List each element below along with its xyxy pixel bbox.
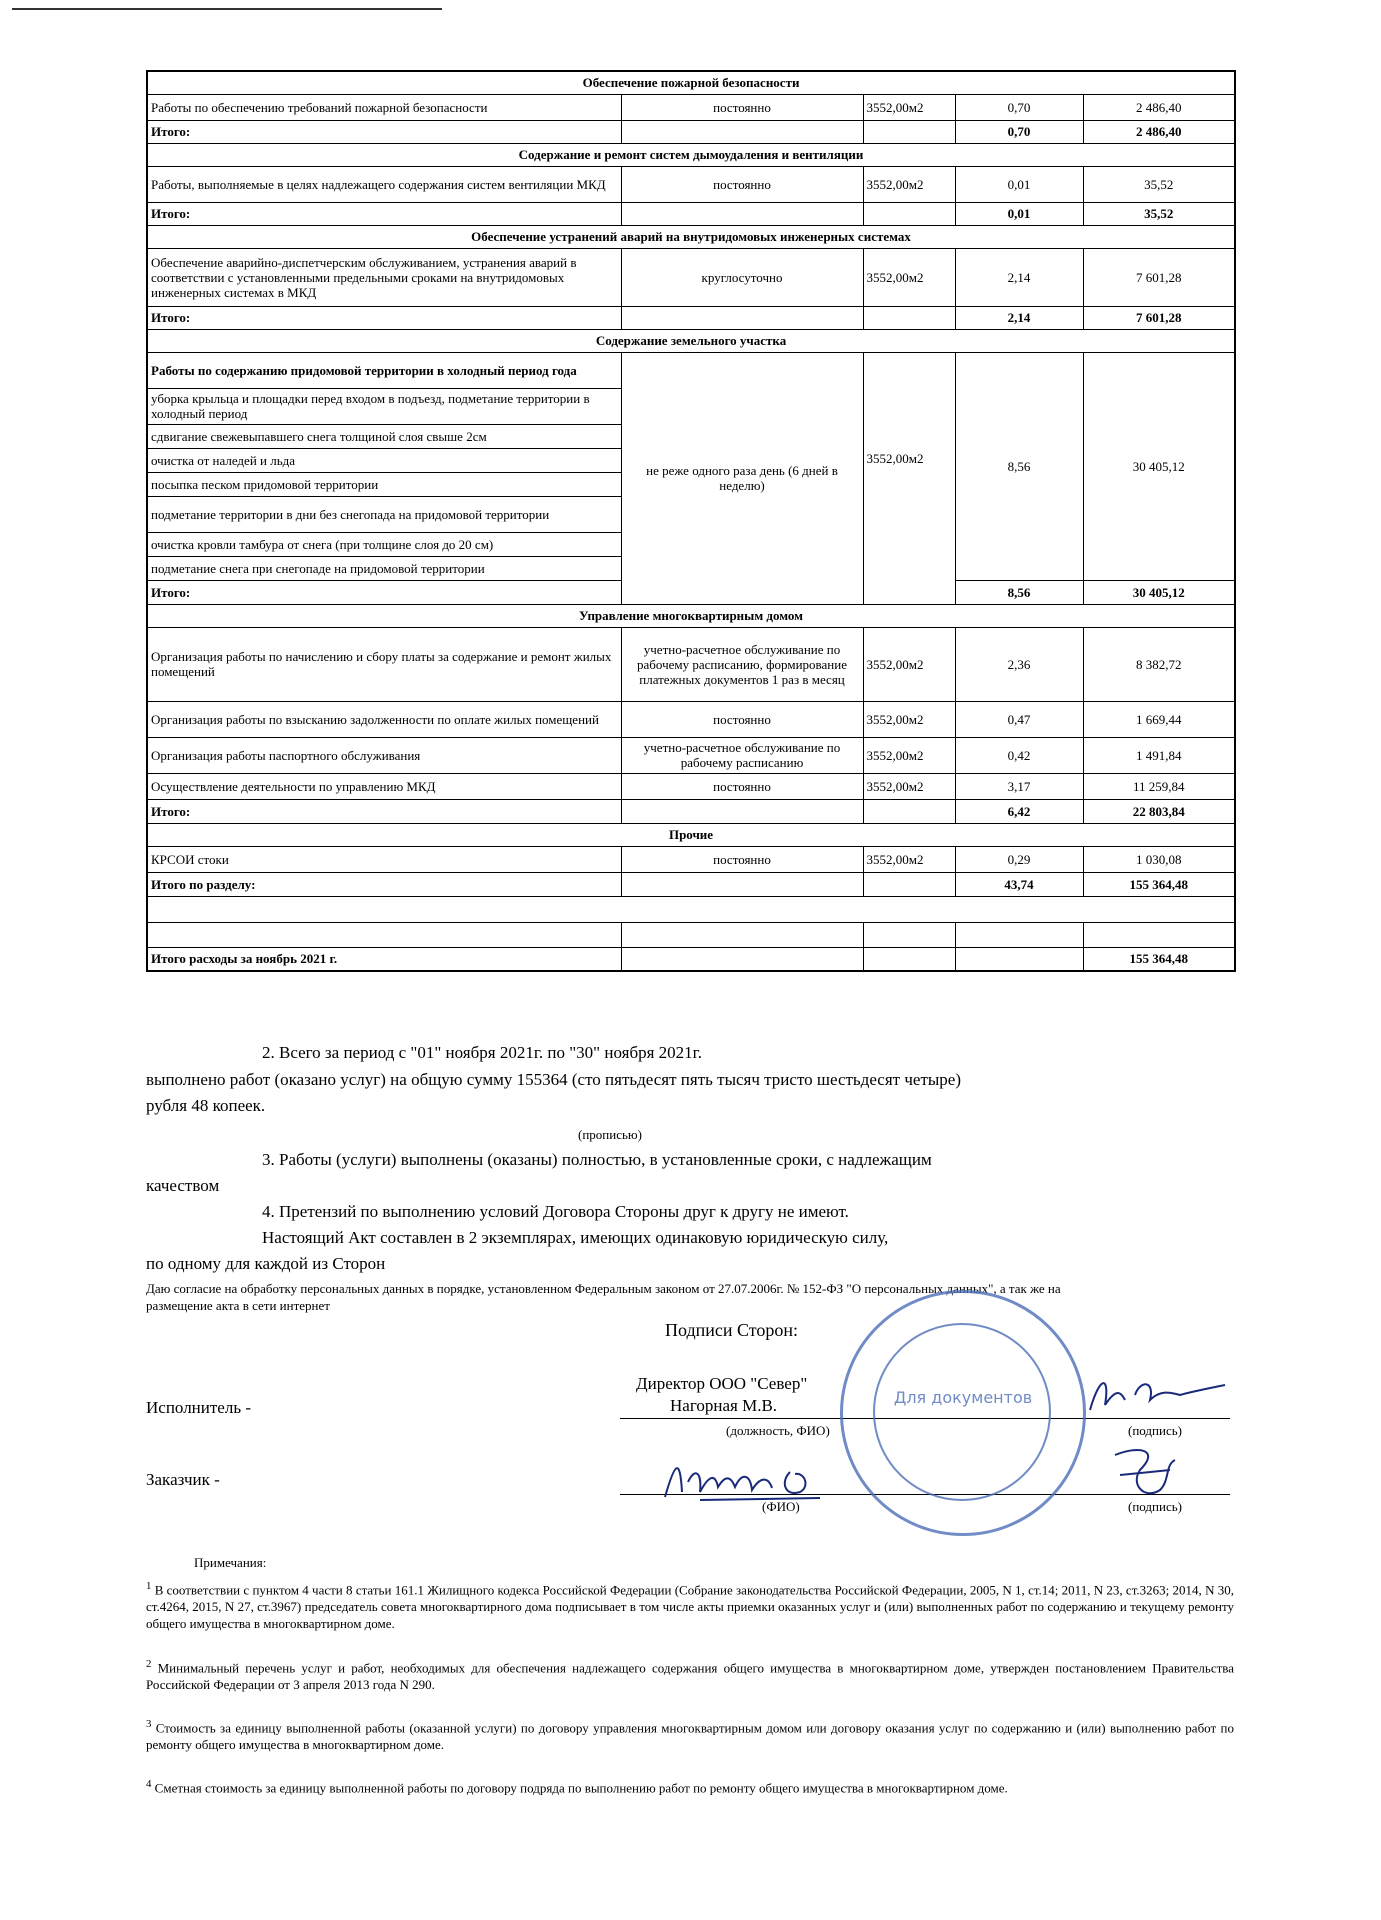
company-stamp-inner-ring (873, 1323, 1051, 1501)
note-1 (146, 1578, 1234, 1632)
total-label: Итого: (147, 202, 621, 225)
land-unit: 3552,00м2 (863, 352, 955, 604)
table-row (147, 248, 1235, 306)
note-3 (146, 1716, 1234, 1753)
service-sum: 1 491,84 (1083, 737, 1235, 773)
note-3-text: Стоимость за единицу выполненной работы (оказанной услуги) по договору управления многоквартирным домом или договору оказания услуг по содержанию и (или) выполнению работ по ремонту общего имущества в многоквартирном доме. (146, 1720, 1235, 1753)
grand-total-sum: 155 364,48 (1083, 947, 1235, 971)
table-row (147, 773, 1235, 799)
paragraph-2-line1: 2. Всего за период с "01" ноября 2021г. по "30" ноября 2021г. (262, 1043, 702, 1062)
land-item: сдвигание свежевыпавшего снега толщиной слоя свыше 2см (147, 424, 621, 448)
executor-caption: (должность, ФИО) (726, 1423, 830, 1438)
section-title: Управление многоквартирным домом (147, 604, 1235, 627)
propisyu-caption: (прописью) (578, 1127, 642, 1142)
note-4-num: 4 (146, 1778, 152, 1790)
signatures-title: Подписи Сторон: (665, 1320, 799, 1340)
section-total-sum: 155 364,48 (1083, 872, 1235, 896)
table-row (147, 627, 1235, 701)
paragraph-4: 4. Претензий по выполнению условий Договора Стороны друг к другу не имеют. (262, 1202, 849, 1221)
executor-label: Исполнитель - (146, 1398, 251, 1417)
grand-total-label: Итого расходы за ноябрь 2021 г. (147, 947, 621, 971)
total-label: Итого: (147, 120, 621, 143)
land-item: очистка кровли тамбура от снега (при толщине слоя до 20 см) (147, 532, 621, 556)
service-unit: 3552,00м2 (863, 627, 955, 701)
total-rate: 6,42 (955, 799, 1083, 823)
land-item: посыпка песком придомовой территории (147, 472, 621, 496)
total-row (147, 799, 1235, 823)
land-head: Работы по содержанию придомовой территории в холодный период года (147, 352, 621, 388)
paragraph-5-line1: Настоящий Акт составлен в 2 экземплярах, имеющих одинаковую юридическую силу, (262, 1228, 889, 1247)
service-sum: 1 669,44 (1083, 701, 1235, 737)
land-item: подметание территории в дни без снегопада на придомовой территории (147, 496, 621, 532)
executor-position: Директор ООО "Север" (636, 1374, 808, 1393)
paragraph-3-line2: качеством (146, 1176, 220, 1195)
land-item: очистка от наледей и льда (147, 448, 621, 472)
notes-title: Примечания: (194, 1555, 267, 1570)
paragraph-2-line2: выполнено работ (оказано услуг) на общую сумму 155364 (сто пятьдесят пять тысяч тристо шестьдесят четыре) (146, 1070, 961, 1089)
service-period: постоянно (621, 94, 863, 120)
total-sum: 22 803,84 (1083, 799, 1235, 823)
service-rate: 2,36 (955, 627, 1083, 701)
service-rate: 0,42 (955, 737, 1083, 773)
total-sum: 2 486,40 (1083, 120, 1235, 143)
consent-line1: Даю согласие на обработку персональных данных в порядке, установленном Федеральным законом от 27.07.2006г. № 152-ФЗ "О персональных данных", а так же на (146, 1281, 1061, 1296)
executor-name: Нагорная М.В. (670, 1396, 778, 1415)
section-title: Прочие (147, 823, 1235, 846)
service-name: Обеспечение аварийно-диспетчерским обслуживанием, устранения аварий в соответствии с установленными предельными сроками на внутридомовых инженерных системах в МКД (147, 248, 621, 306)
service-name: Организация работы паспортного обслуживания (147, 737, 621, 773)
total-sum: 30 405,12 (1083, 580, 1235, 604)
total-row (147, 202, 1235, 225)
note-2-num: 2 (146, 1658, 152, 1670)
land-period: не реже одного раза день (6 дней в неделю) (621, 352, 863, 604)
total-rate: 2,14 (955, 306, 1083, 329)
total-sum: 35,52 (1083, 202, 1235, 225)
service-sum: 7 601,28 (1083, 248, 1235, 306)
grand-total-row (147, 947, 1235, 971)
service-period: постоянно (621, 773, 863, 799)
note-2 (146, 1656, 1234, 1693)
service-rate: 0,29 (955, 846, 1083, 872)
total-rate: 8,56 (955, 580, 1083, 604)
service-unit: 3552,00м2 (863, 737, 955, 773)
service-rate: 0,47 (955, 701, 1083, 737)
service-period: учетно-расчетное обслуживание по рабочему расписанию, формирование платежных документов 1 раз в месяц (621, 627, 863, 701)
total-label: Итого: (147, 306, 621, 329)
section-total-rate: 43,74 (955, 872, 1083, 896)
section-title: Содержание и ремонт систем дымоудаления и вентиляции (147, 143, 1235, 166)
customer-label: Заказчик - (146, 1470, 220, 1489)
service-period: учетно-расчетное обслуживание по рабочему расписанию (621, 737, 863, 773)
top-rule (12, 8, 442, 10)
note-3-num: 3 (146, 1718, 152, 1730)
customer-signature-mark (1100, 1440, 1190, 1510)
service-period: постоянно (621, 166, 863, 202)
service-name: Организация работы по взысканию задолженности по оплате жилых помещений (147, 701, 621, 737)
service-period: постоянно (621, 701, 863, 737)
executor-signature-caption: (подпись) (1128, 1423, 1182, 1438)
service-unit: 3552,00м2 (863, 846, 955, 872)
note-4-text: Сметная стоимость за единицу выполненной работы по договору подряда по выполнению работ по ремонту общего имущества в многоквартирном доме. (154, 1780, 1008, 1796)
land-item: подметание снега при снегопаде на придомовой территории (147, 556, 621, 580)
total-sum: 7 601,28 (1083, 306, 1235, 329)
services-table (146, 70, 1236, 972)
land-sum: 30 405,12 (1083, 352, 1235, 580)
service-rate: 0,70 (955, 94, 1083, 120)
company-stamp (840, 1290, 1086, 1536)
service-unit: 3552,00м2 (863, 94, 955, 120)
service-unit: 3552,00м2 (863, 248, 955, 306)
service-sum: 35,52 (1083, 166, 1235, 202)
customer-caption: (ФИО) (762, 1499, 800, 1514)
service-period: круглосуточно (621, 248, 863, 306)
section-total-label: Итого по разделу: (147, 872, 621, 896)
land-item: уборка крыльца и площадки перед входом в подъезд, подметание территории в холодный период (147, 388, 621, 424)
service-name: Работы, выполняемые в целях надлежащего содержания систем вентиляции МКД (147, 166, 621, 202)
customer-signature-caption: (подпись) (1128, 1499, 1182, 1514)
section-title: Содержание земельного участка (147, 329, 1235, 352)
service-period: постоянно (621, 846, 863, 872)
table-row (147, 166, 1235, 202)
service-rate: 0,01 (955, 166, 1083, 202)
total-label: Итого: (147, 580, 621, 604)
services-table-wrap (146, 70, 1234, 972)
service-name: КРСОИ стоки (147, 846, 621, 872)
service-unit: 3552,00м2 (863, 166, 955, 202)
note-4 (146, 1776, 1234, 1796)
total-rate: 0,01 (955, 202, 1083, 225)
customer-signature-image (660, 1452, 860, 1507)
service-sum: 1 030,08 (1083, 846, 1235, 872)
total-row (147, 120, 1235, 143)
paragraph-5-line2: по одному для каждой из Сторон (146, 1254, 386, 1273)
note-2-text: Минимальный перечень услуг и работ, необходимых для обеспечения надлежащего содержания общего имущества в многоквартирном доме, утвержден постановлением Правительства Российской Федерации от 3 апреля 2013 года N 290. (146, 1660, 1235, 1693)
section-total-row (147, 872, 1235, 896)
total-row (147, 306, 1235, 329)
service-rate: 3,17 (955, 773, 1083, 799)
consent-line2: размещение акта в сети интернет (146, 1298, 330, 1313)
note-1-text: В соответствии с пунктом 4 части 8 статьи 161.1 Жилищного кодекса Российской Федерации (Собрание законодательства Российской Федерации, 2005, N 1, ст.14; 2011, N 23, ст.3263; 2014, N 30, ст.4264, 2015, N 27, ст.3967) председатель совета многоквартирного дома подписывает в том числе акты приемки оказанных услуг и (или) выполненных работ по содержанию и текущему ремонту общего имущества в многоквартирном доме. (146, 1582, 1234, 1632)
service-unit: 3552,00м2 (863, 701, 955, 737)
service-name: Осуществление деятельности по управлению МКД (147, 773, 621, 799)
paragraph-2-line3: рубля 48 копеек. (146, 1096, 266, 1115)
service-name: Организация работы по начислению и сбору платы за содержание и ремонт жилых помещений (147, 627, 621, 701)
note-1-num: 1 (146, 1580, 152, 1592)
service-sum: 11 259,84 (1083, 773, 1235, 799)
company-stamp-text: Для документов (893, 1388, 1033, 1407)
service-sum: 2 486,40 (1083, 94, 1235, 120)
total-label: Итого: (147, 799, 621, 823)
table-row (147, 352, 1235, 388)
section-title: Обеспечение пожарной безопасности (147, 71, 1235, 94)
service-rate: 2,14 (955, 248, 1083, 306)
table-row (147, 94, 1235, 120)
land-rate: 8,56 (955, 352, 1083, 580)
table-row (147, 737, 1235, 773)
section-title: Обеспечение устранений аварий на внутридомовых инженерных системах (147, 225, 1235, 248)
table-row (147, 846, 1235, 872)
service-sum: 8 382,72 (1083, 627, 1235, 701)
table-row (147, 701, 1235, 737)
executor-signature-image (1080, 1370, 1230, 1420)
total-rate: 0,70 (955, 120, 1083, 143)
paragraph-3-line1: 3. Работы (услуги) выполнены (оказаны) полностью, в установленные сроки, с надлежащим (262, 1150, 932, 1169)
service-unit: 3552,00м2 (863, 773, 955, 799)
service-name: Работы по обеспечению требований пожарной безопасности (147, 94, 621, 120)
